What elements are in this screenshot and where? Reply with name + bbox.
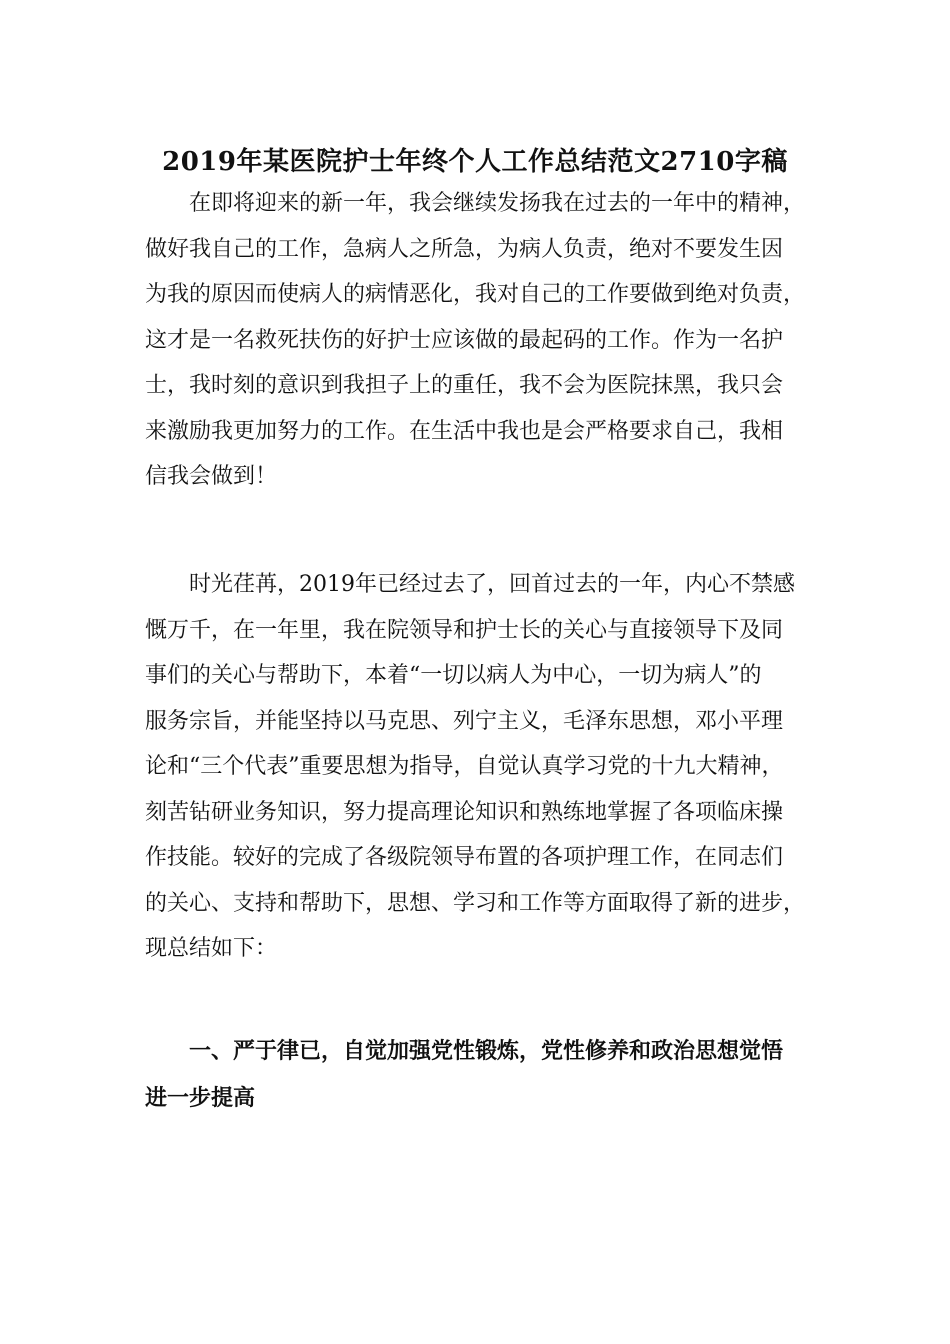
paragraph-2 bbox=[145, 562, 815, 972]
paragraph-line: 来激励我更加努力的工作。在生活中我也是会严格要求自己，我相 bbox=[145, 418, 784, 444]
paragraph-line: 做好我自己的工作，急病人之所急，为病人负责，绝对不要发生因 bbox=[145, 236, 784, 262]
paragraph-1 bbox=[145, 181, 815, 500]
paragraph-line: 士，我时刻的意识到我担子上的重任，我不会为医院抹黑，我只会 bbox=[145, 373, 784, 398]
paragraph-line: 刻苦钻研业务知识，努力提高理论知识和熟练地掌握了各项临床操 bbox=[145, 799, 784, 825]
paragraph-line: 信我会做到！ bbox=[145, 464, 278, 489]
paragraph-line: 论和“三个代表”重要思想为指导，自觉认真学习党的十九大精神， bbox=[145, 754, 784, 779]
document-title: 2019年某医院护士年终个人工作总结范文2710字稿 bbox=[162, 147, 788, 177]
paragraph-line: 时光荏苒，2019年已经过去了，回首过去的一年，内心不禁感 bbox=[189, 572, 795, 597]
paragraph-line: 慨万千，在一年里，我在院领导和护士长的关心与直接领导下及同 bbox=[145, 617, 784, 643]
paragraph-line: 的关心、支持和帮助下，思想、学习和工作等方面取得了新的进步， bbox=[145, 890, 806, 916]
paragraph-line: 作技能。较好的完成了各级院领导布置的各项护理工作，在同志们 bbox=[145, 845, 784, 870]
paragraph-line: 事们的关心与帮助下，本着“一切以病人为中心，一切为病人”的 bbox=[145, 663, 762, 688]
heading-line: 一、严于律已，自觉加强党性锻炼，党性修养和政治思想觉悟 bbox=[189, 1038, 784, 1064]
paragraph-line: 在即将迎来的新一年，我会继续发扬我在过去的一年中的精神， bbox=[189, 191, 806, 216]
paragraph-line: 为我的原因而使病人的病情恶化，我对自己的工作要做到绝对负责， bbox=[145, 282, 806, 307]
heading-line: 进一步提高 bbox=[145, 1085, 256, 1111]
section-heading-1 bbox=[145, 1028, 815, 1122]
paragraph-line: 现总结如下： bbox=[145, 936, 278, 961]
paragraph-line: 服务宗旨，并能坚持以马克思、列宁主义，毛泽东思想，邓小平理 bbox=[145, 708, 784, 734]
paragraph-line: 这才是一名救死扶伤的好护士应该做的最起码的工作。作为一名护 bbox=[145, 327, 784, 353]
